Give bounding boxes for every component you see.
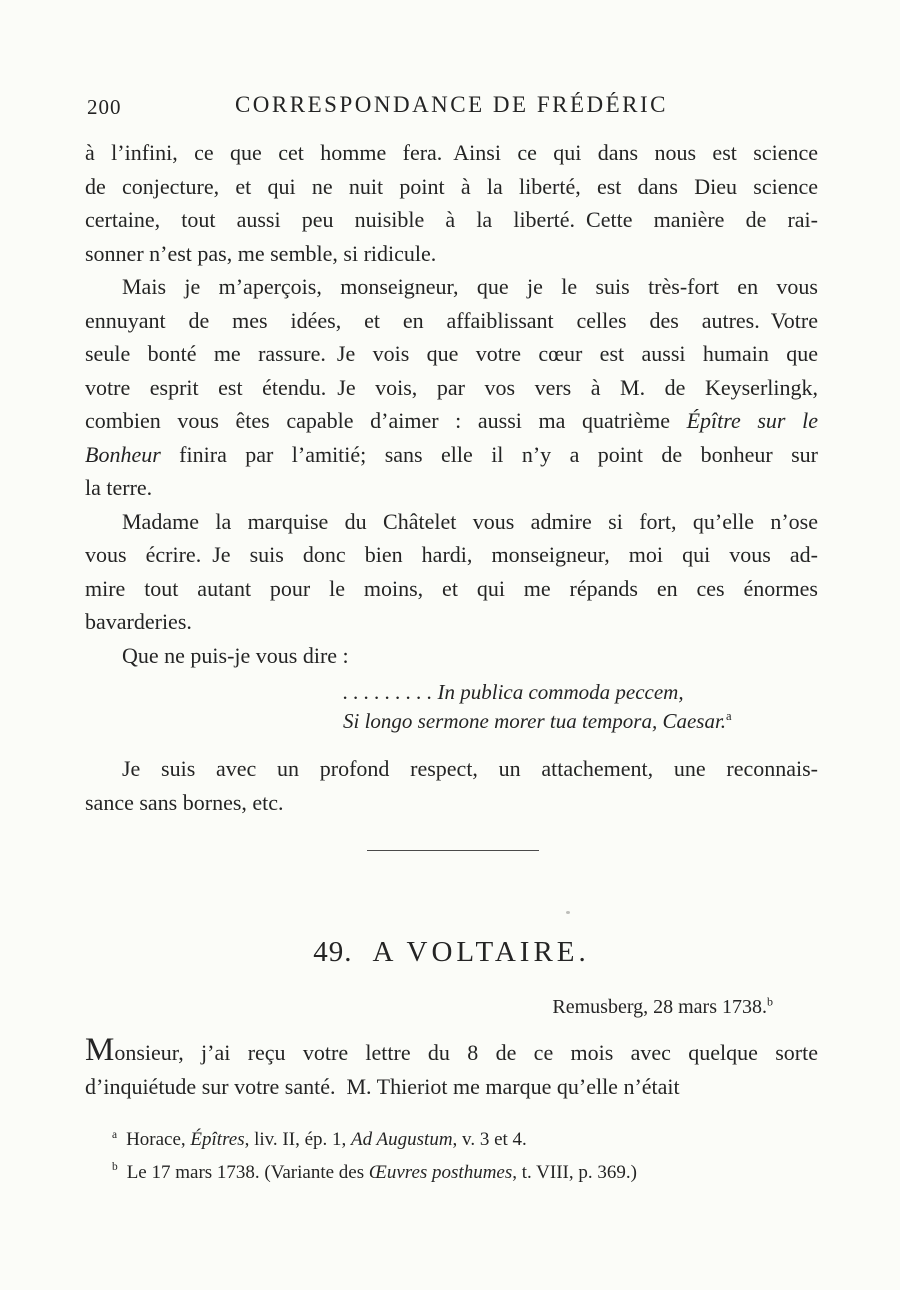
line-text: la terre. [85,475,153,500]
footnote-ref-a: a [726,709,732,723]
text-line [85,337,818,371]
text-line [85,438,818,472]
footnote-b [85,1157,818,1190]
line-text: Je suis avec un profond respect, un attachement, une reconnais- [122,756,818,781]
letter-number: 49. [313,936,353,968]
line-text: de conjecture, et qui ne nuit point à la liberté, est dans Dieu science [85,173,818,199]
text-line [85,371,818,405]
letter-title: A VOLTAIRE. [372,936,590,968]
letter-48-body [85,136,818,819]
letter-heading [85,936,818,969]
line-text: certaine, tout aussi peu nuisible à la liberté. Cette manière de rai- [85,207,818,232]
line-text: ennuyant de mes idées, et en affaiblissant celles des autres. Votre [85,307,818,333]
text-line [85,471,818,505]
line-text: combien vous êtes capable d’aimer : aussi ma quatrième [85,408,687,433]
text-line [85,639,818,673]
footnote-text: , liv. II, ép. 1, [244,1129,352,1150]
text-line [85,404,818,438]
text-line [85,203,818,237]
line-text: finira par l’amitié; sans elle il n’y a point de bonheur sur [160,441,818,467]
dateline [85,996,818,1019]
line-text: votre esprit est étendu. Je vois, par vos vers à M. de Keyserlingk, [85,374,818,400]
footnote-marker-b: b [112,1161,118,1174]
line-text: bavarderies. [85,609,192,634]
footnote-text: , t. VIII, p. 369.) [512,1161,637,1183]
line-text: Que ne puis-je vous dire : [122,642,349,668]
footnotes [85,1124,818,1189]
paragraph [85,752,818,819]
line-text: d’inquiétude sur votre santé. M. Thieriot me marque qu’elle n’était [85,1073,680,1099]
letter-49-body [85,1032,818,1103]
line-text: seule bonté me rassure. Je vois que votre cœur est aussi humain que [85,341,818,366]
footnote-a [85,1124,818,1157]
dateline-text: Remusberg, 28 mars 1738. [552,996,767,1018]
work-title: Ad Augustum [351,1129,453,1150]
footnote-text: , v. 3 et 4. [452,1129,527,1150]
text-line [85,505,818,539]
footnote-marker-a: a [112,1128,118,1141]
text-line [85,786,818,820]
line-text: Madame la marquise du Châtelet vous admire si fort, qu’elle n’ose [122,508,818,534]
footnote-text: Le 17 mars 1738. (Variante des [126,1161,369,1183]
verse-text: Si longo sermone morer tua tempora, Caesar. [343,709,727,733]
text-line [85,538,818,572]
line-text: onsieur, j’ai reçu votre lettre du 8 de ce mois avec quelque sorte [114,1040,818,1065]
line-text: à l’infini, ce que cet homme fera. Ainsi ce qui dans nous est science [85,140,818,165]
latin-verse [343,678,818,736]
page-header [85,92,818,122]
paragraph [85,136,818,270]
section-divider [367,850,539,851]
drop-cap: M [85,1032,115,1068]
line-text: vous écrire. Je suis donc bien hardi, monseigneur, moi qui vous ad- [85,542,818,567]
text-line [85,1070,818,1104]
text-line [85,605,818,639]
line-text: sance sans bornes, etc. [85,789,284,815]
work-title: Bonheur [85,441,161,467]
paragraph [85,639,818,673]
text-line [85,572,818,606]
line-text: Mais je m’aperçois, monseigneur, que je le suis très-fort en vous [122,274,818,299]
text-line [85,752,818,786]
text-line [85,170,818,204]
line-text: mire tout autant pour le moins, et qui me répands en ces énormes [85,575,818,601]
ellipsis-dots: . . . . . . . . . [343,680,438,704]
page-number: 200 [87,95,122,119]
text-line [85,136,818,170]
paragraph [85,505,818,639]
line-text: sonner n’est pas, me semble, si ridicule. [85,240,437,266]
text-line [85,1032,818,1070]
text-line [85,304,818,338]
work-title: Œuvres posthumes [368,1161,513,1183]
verse-text: In publica commoda peccem, [437,680,684,704]
paragraph [85,270,818,505]
work-title: Épître sur le [686,408,818,433]
verse-line [343,707,818,736]
running-title: CORRESPONDANCE DE FRÉDÉRIC [234,92,669,117]
ink-speck [566,911,570,914]
work-title: Épîtres [190,1129,245,1150]
text-line [85,237,818,271]
footnote-ref-b: b [767,994,773,1009]
verse-line [343,678,818,707]
text-line [85,270,818,304]
footnote-text: Horace, [126,1129,191,1150]
